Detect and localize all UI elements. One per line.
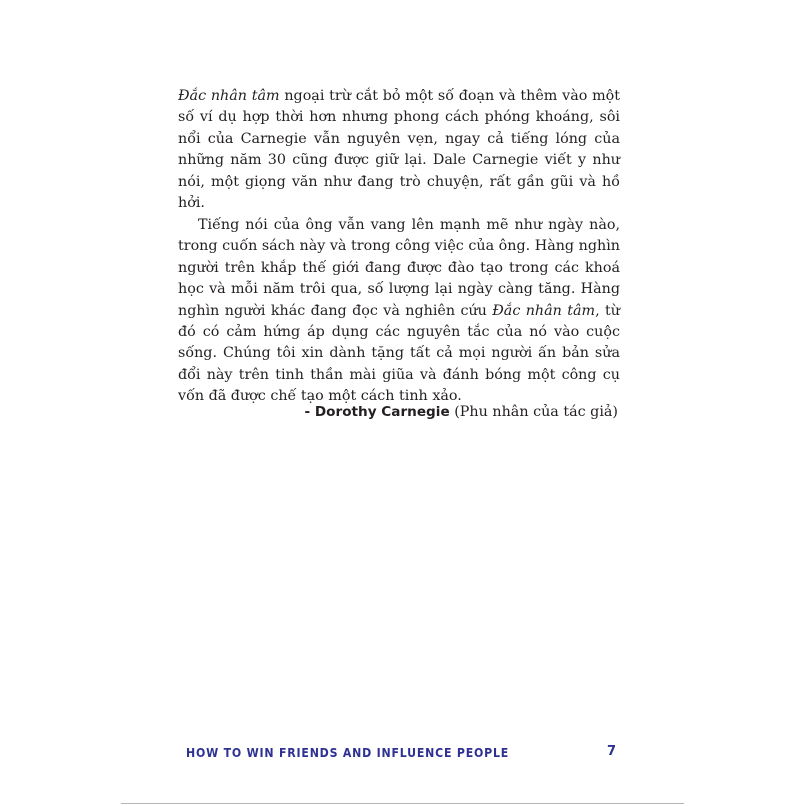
paragraph-2-text-before: Tiếng nói của ông vẫn vang lên mạnh mẽ như ngày nào, trong cuốn sách này và trong công việc của ông. Hàng nghìn người trên khắp thế giới đang được đào tạo trong các khoá học và mỗi năm trôi qua, số lượng lại ngày càng tăng. Hàng nghìn người khác đang đọc và nghiên cứu bbox=[178, 217, 620, 319]
paragraph-1 bbox=[178, 86, 620, 214]
paragraph-2 bbox=[178, 215, 620, 408]
running-footer-title: HOW TO WIN FRIENDS AND INFLUENCE PEOPLE bbox=[186, 746, 510, 760]
signature-name: - Dorothy Carnegie bbox=[304, 404, 450, 420]
book-title-italic: Đắc nhân tâm bbox=[178, 88, 280, 104]
page-number: 7 bbox=[607, 744, 617, 759]
paragraph-1-text: ngoại trừ cắt bỏ một số đoạn và thêm vào một số ví dụ hợp thời hơn nhưng phong cách phóng khoáng, sôi nổi của Carnegie vẫn nguyên vẹn, ngay cả tiếng lóng của những năm 30 cũng được giữ lại. Dale Carnegie viết y như nói, một giọng văn như đang trò chuyện, rất gần gũi và hồ hởi. bbox=[178, 88, 620, 212]
signature-note: (Phu nhân của tác giả) bbox=[449, 404, 618, 420]
bottom-divider bbox=[121, 803, 684, 804]
paragraph-2-text-after: , từ đó có cảm hứng áp dụng các nguyên tắc của nó vào cuộc sống. Chúng tôi xin dành tặng tất cả mọi người ấn bản sửa đổi này trên tinh thần mài giũa và đánh bóng một công cụ vốn đã được chế tạo một cách tinh xảo. bbox=[178, 302, 620, 405]
signature bbox=[178, 402, 618, 423]
book-title-italic: Đắc nhân tâm bbox=[492, 302, 596, 319]
